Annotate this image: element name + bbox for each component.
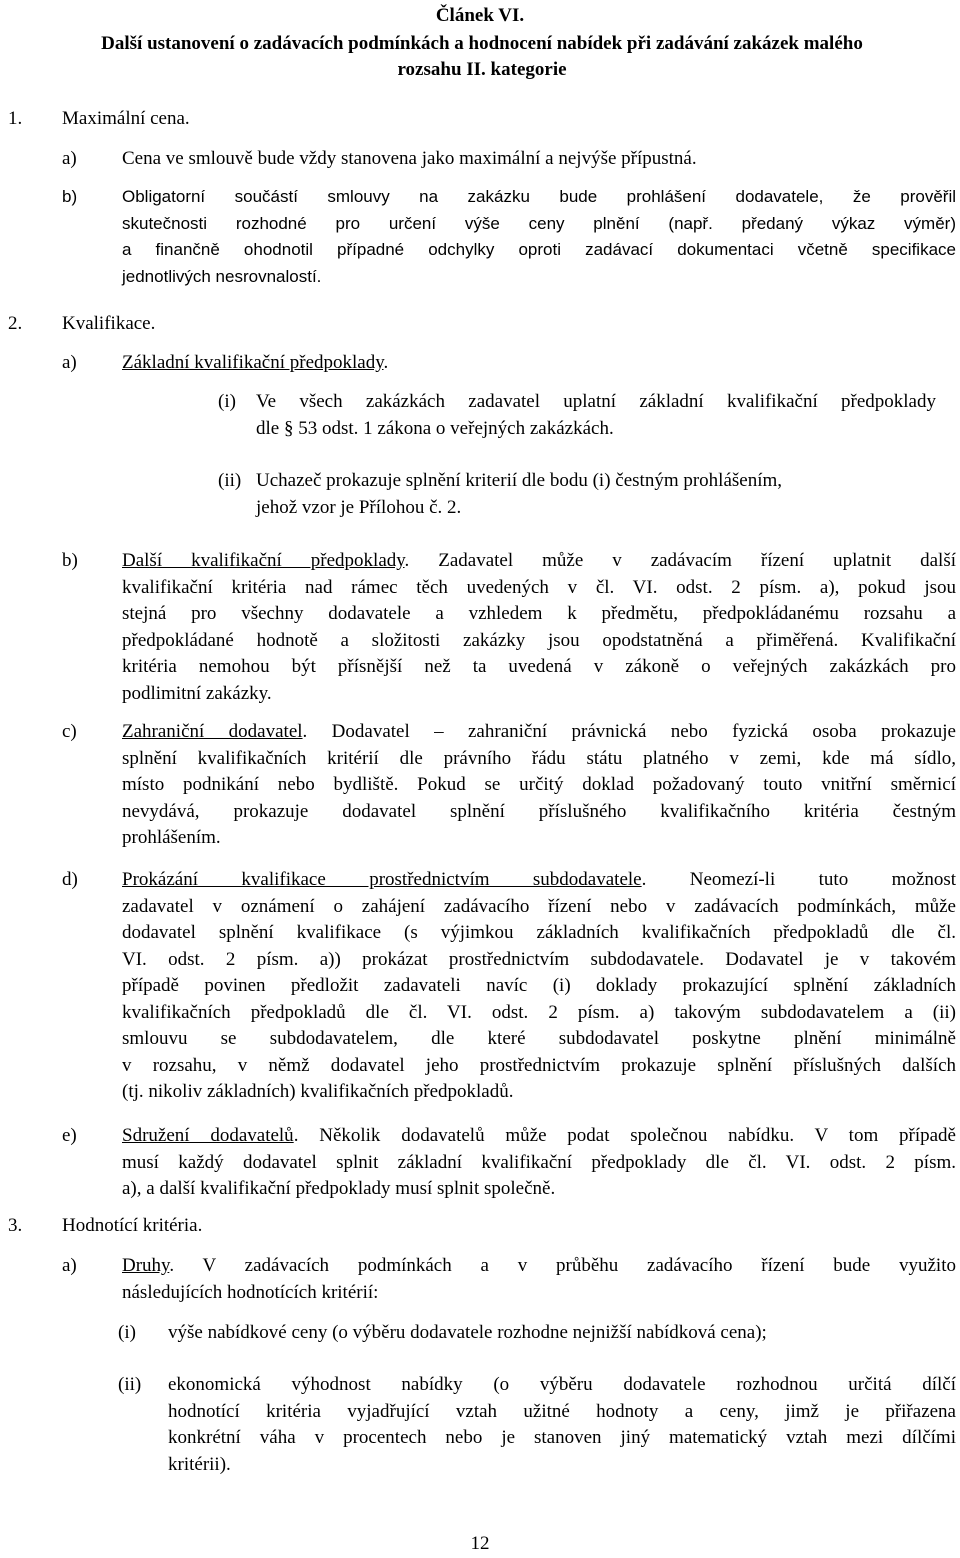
s3-a-label: a) bbox=[62, 1255, 77, 1276]
s2-d-line: dodavatel splnění kvalifikace (s výjimkou základních kvalifikačních předpokladů dle čl. bbox=[122, 922, 956, 943]
s2-b-line bbox=[122, 548, 956, 575]
s2-c-line-rest: . Dodavatel – zahraniční právnická nebo fyzická osoba prokazuje bbox=[302, 721, 956, 742]
s3-a-i-text: výše nabídkové ceny (o výběru dodavatele rozhodne nejnižší nabídková cena); bbox=[168, 1322, 767, 1343]
s2-c-text bbox=[122, 719, 956, 852]
s2-a-title: Základní kvalifikační předpoklady bbox=[122, 352, 384, 373]
s2-d-text bbox=[122, 867, 956, 1106]
s2-e-line bbox=[122, 1123, 956, 1150]
s2-a-heading bbox=[122, 350, 388, 377]
s2-d-line: kvalifikačních předpokladů dle čl. VI. odst. 2 písm. a) takovým subdodavatelem a (ii) bbox=[122, 1001, 956, 1023]
s2-c-line: splnění kvalifikačních kritérií dle právního řádu státu platného v zemi, kde má sídlo, bbox=[122, 747, 956, 769]
s2-d-line: smlouvu se subdodavatelem, dle které subdodavatel poskytne plnění minimálně bbox=[122, 1028, 956, 1049]
s2-e-title: Sdružení dodavatelů bbox=[122, 1125, 294, 1146]
s1-b-line: skutečnosti rozhodné pro určení výše ceny plnění (např. předaný výkaz výměr) bbox=[122, 213, 956, 233]
s3-a-text bbox=[122, 1253, 956, 1306]
s1-a-label: a) bbox=[62, 148, 77, 169]
s3-a-ii-line: kritérii). bbox=[168, 1453, 231, 1475]
s2-a-i-text bbox=[256, 389, 936, 442]
s2-c-label: c) bbox=[62, 721, 77, 742]
s3-a-line bbox=[122, 1253, 956, 1280]
s2-d-line: v rozsahu, v němž dodavatel jeho prostřednictvím prokazuje splnění příslušných dalších bbox=[122, 1054, 956, 1076]
s3-a-ii-text bbox=[168, 1372, 956, 1478]
s1-b-line: a finančně ohodnotil případné odchylky oproti zadávací dokumentaci včetně specifikace bbox=[122, 240, 956, 259]
s3-a-ii-label: (ii) bbox=[118, 1374, 142, 1395]
s2-b-line: předpokládané hodnotě a složitosti zakázky jsou opodstatněná a přiměřená. Kvalifikační bbox=[122, 629, 956, 651]
s2-b-line-rest: . Zadavatel může v zadávacím řízení uplatnit další bbox=[404, 550, 956, 571]
s1-a-text: Cena ve smlouvě bude vždy stanovena jako maximální a nejvýše přípustná. bbox=[122, 148, 697, 169]
section-2-number: 2. bbox=[8, 313, 23, 334]
s2-d-label: d) bbox=[62, 869, 78, 890]
article-subtitle-line: rozsahu II. kategorie bbox=[397, 58, 567, 80]
s2-e-line: musí každý dodavatel splnit základní kvalifikační předpoklady dle čl. VI. odst. 2 písm. bbox=[122, 1151, 956, 1173]
s2-a-i-label: (i) bbox=[218, 391, 236, 412]
s2-d-line: případě povinen předložit zadavateli navíc (i) doklady prokazující splnění základních bbox=[122, 975, 956, 996]
s2-b-title: Další kvalifikační předpoklady bbox=[122, 550, 405, 571]
s2-e-line-rest: . Několik dodavatelů může podat společnou nabídku. V tom případě bbox=[293, 1125, 956, 1146]
s2-d-line-rest: . Neomezí-li tuto možnost bbox=[641, 869, 956, 890]
s2-b-line: kritéria nemohou být přísnější než ta uvedená v zákoně o veřejných zakázkách pro bbox=[122, 656, 956, 677]
s1-b-line: Obligatorní součástí smlouvy na zakázku bude prohlášení dodavatele, že prověřil bbox=[122, 187, 956, 206]
s2-a-ii-text bbox=[256, 468, 936, 521]
s2-e-text bbox=[122, 1123, 956, 1203]
s2-a-ii-label: (ii) bbox=[218, 470, 242, 491]
s2-a-ii-line: Uchazeč prokazuje splnění kriterií dle bodu (i) čestným prohlášením, bbox=[256, 470, 783, 491]
article-subtitle bbox=[8, 31, 956, 83]
s2-d-line: VI. odst. 2 písm. a)) prokázat prostřednictvím subdodavatele. Dodavatel je v takovém bbox=[122, 948, 956, 970]
s1-b-text bbox=[122, 184, 956, 290]
s2-a-i-line: Ve všech zakázkách zadavatel uplatní základní kvalifikační předpoklady bbox=[256, 391, 936, 412]
article-title: Článek VI. bbox=[435, 5, 525, 26]
s2-b-line: stejná pro všechny dodavatele a vzhledem k předmětu, předpokládanému rozsahu a bbox=[122, 603, 956, 624]
s2-c-line: nevydává, prokazuje dodavatel splnění příslušného kvalifikačního kritéria čestným bbox=[122, 800, 956, 822]
s2-c-line: místo podnikání nebo bydliště. Pokud se určitý doklad požadovaný touto vnitřní směrnicí bbox=[122, 774, 956, 795]
s3-a-ii-line: konkrétní váha v procentech nebo je stanoven jiný matematický vztah mezi dílčími bbox=[168, 1427, 956, 1448]
s2-d-line bbox=[122, 867, 956, 894]
s3-a-ii-line: ekonomická výhodnost nabídky (o výběru dodavatele rozhodnou určitá dílčí bbox=[168, 1374, 956, 1395]
s2-d-line: (tj. nikoliv základních) kvalifikačních předpokladů. bbox=[122, 1081, 514, 1102]
s2-c-line bbox=[122, 719, 956, 746]
s3-a-line: následujících hodnotících kritérií: bbox=[122, 1281, 379, 1303]
section-3-title: Hodnotící kritéria. bbox=[62, 1215, 203, 1236]
s2-e-line: a), a další kvalifikační předpoklady musí splnit společně. bbox=[122, 1178, 556, 1199]
s2-c-line: prohlášením. bbox=[122, 827, 221, 848]
section-1-number: 1. bbox=[8, 108, 23, 129]
s3-a-ii-line: hodnotící kritéria vyjadřující vztah užitné hodnoty a ceny, jimž je přiřazena bbox=[168, 1400, 956, 1422]
s2-e-label: e) bbox=[62, 1125, 77, 1146]
s2-a-i-line: dle § 53 odst. 1 zákona o veřejných zakázkách. bbox=[256, 417, 614, 439]
s1-b-line: jednotlivých nesrovnalostí. bbox=[122, 266, 322, 286]
s2-b-line: kvalifikační kritéria nad rámec těch uvedených v čl. VI. odst. 2 písm. a), pokud jsou bbox=[122, 576, 956, 598]
s1-b-label: b) bbox=[62, 187, 78, 206]
section-2-title: Kvalifikace. bbox=[62, 313, 156, 334]
page-number: 12 bbox=[470, 1533, 490, 1554]
s2-b-label: b) bbox=[62, 550, 78, 571]
s3-a-title: Druhy bbox=[122, 1255, 170, 1276]
s2-d-line: zadavatel v oznámení o zahájení zadávacího řízení nebo v zadávacích podmínkách, může bbox=[122, 895, 956, 917]
s3-a-line-rest: . V zadávacích podmínkách a v průběhu zadávacího řízení bude využito bbox=[169, 1255, 956, 1276]
s2-d-title: Prokázání kvalifikace prostřednictvím subdodavatele bbox=[122, 869, 642, 890]
s3-a-i-label: (i) bbox=[118, 1322, 136, 1343]
s2-a-title-end: . bbox=[383, 352, 389, 373]
section-1-title: Maximální cena. bbox=[62, 108, 190, 129]
s2-a-ii-line: jehož vzor je Přílohou č. 2. bbox=[256, 496, 462, 518]
s2-c-title: Zahraniční dodavatel bbox=[122, 721, 303, 742]
s2-a-label: a) bbox=[62, 352, 77, 373]
section-3-number: 3. bbox=[8, 1215, 23, 1236]
article-subtitle-line: Další ustanovení o zadávacích podmínkách a hodnocení nabídek při zadávání zakázek malého bbox=[101, 33, 863, 54]
s2-b-text bbox=[122, 548, 956, 707]
s2-b-line: podlimitní zakázky. bbox=[122, 682, 272, 704]
